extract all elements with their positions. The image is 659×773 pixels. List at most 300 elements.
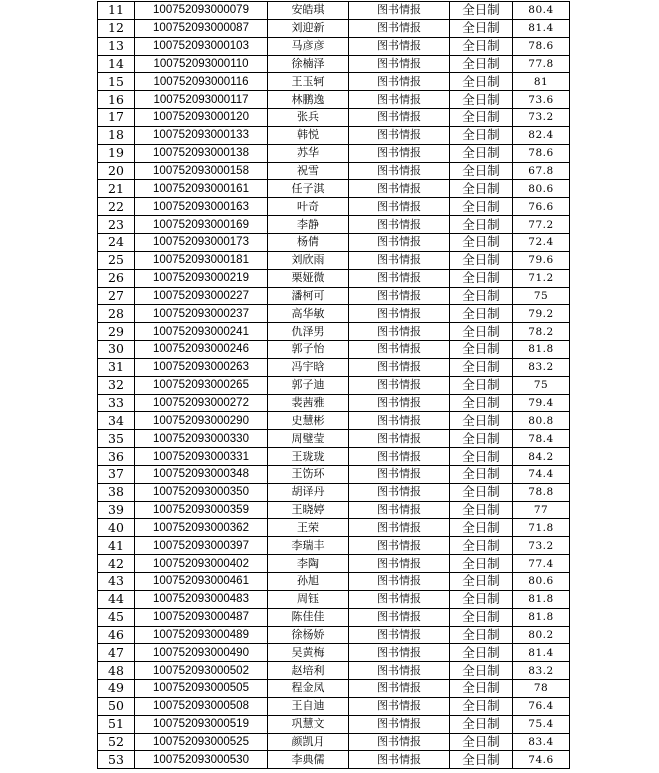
candidate-id-cell: 100752093000490 xyxy=(135,644,268,662)
candidate-name-cell: 徐楠泽 xyxy=(268,55,349,73)
study-mode-cell: 全日制 xyxy=(450,216,513,234)
row-number-cell: 37 xyxy=(98,465,135,483)
candidate-name-cell: 王玉轲 xyxy=(268,73,349,91)
study-mode-cell: 全日制 xyxy=(450,91,513,109)
score-cell: 76.4 xyxy=(513,697,570,715)
candidate-name-cell: 祝雪 xyxy=(268,162,349,180)
major-cell: 图书情报 xyxy=(349,555,450,573)
candidate-id-cell: 100752093000350 xyxy=(135,483,268,501)
major-cell: 图书情报 xyxy=(349,751,450,769)
major-cell: 图书情报 xyxy=(349,216,450,234)
row-number-cell: 42 xyxy=(98,555,135,573)
study-mode-cell: 全日制 xyxy=(450,251,513,269)
row-number-cell: 16 xyxy=(98,91,135,109)
table-row xyxy=(98,537,570,555)
major-cell: 图书情报 xyxy=(349,73,450,91)
row-number-cell: 20 xyxy=(98,162,135,180)
score-cell: 80.6 xyxy=(513,573,570,591)
candidate-id-cell: 100752093000331 xyxy=(135,448,268,466)
study-mode-cell: 全日制 xyxy=(450,573,513,591)
row-number-cell: 38 xyxy=(98,483,135,501)
study-mode-cell: 全日制 xyxy=(450,608,513,626)
score-cell: 84.2 xyxy=(513,448,570,466)
candidate-id-cell: 100752093000161 xyxy=(135,180,268,198)
score-cell: 78.2 xyxy=(513,323,570,341)
row-number-cell: 46 xyxy=(98,626,135,644)
score-cell: 74.6 xyxy=(513,751,570,769)
candidate-name-cell: 冯宇晗 xyxy=(268,358,349,376)
major-cell: 图书情报 xyxy=(349,733,450,751)
row-number-cell: 23 xyxy=(98,216,135,234)
candidate-id-cell: 100752093000530 xyxy=(135,751,268,769)
major-cell: 图书情报 xyxy=(349,180,450,198)
candidate-id-cell: 100752093000483 xyxy=(135,590,268,608)
row-number-cell: 33 xyxy=(98,394,135,412)
study-mode-cell: 全日制 xyxy=(450,305,513,323)
candidate-name-cell: 张兵 xyxy=(268,109,349,127)
score-cell: 77.2 xyxy=(513,216,570,234)
study-mode-cell: 全日制 xyxy=(450,233,513,251)
score-cell: 71.8 xyxy=(513,519,570,537)
row-number-cell: 51 xyxy=(98,715,135,733)
study-mode-cell: 全日制 xyxy=(450,126,513,144)
major-cell: 图书情报 xyxy=(349,519,450,537)
candidate-id-cell: 100752093000087 xyxy=(135,19,268,37)
score-cell: 82.4 xyxy=(513,126,570,144)
major-cell: 图书情报 xyxy=(349,198,450,216)
candidate-name-cell: 王荣 xyxy=(268,519,349,537)
candidate-id-cell: 100752093000219 xyxy=(135,269,268,287)
candidate-id-cell: 100752093000525 xyxy=(135,733,268,751)
candidate-name-cell: 颜凯月 xyxy=(268,733,349,751)
score-table-body xyxy=(98,2,570,769)
candidate-id-cell: 100752093000397 xyxy=(135,537,268,555)
candidate-name-cell: 陈佳佳 xyxy=(268,608,349,626)
major-cell: 图书情报 xyxy=(349,269,450,287)
row-number-cell: 22 xyxy=(98,198,135,216)
candidate-name-cell: 刘欣雨 xyxy=(268,251,349,269)
major-cell: 图书情报 xyxy=(349,501,450,519)
study-mode-cell: 全日制 xyxy=(450,465,513,483)
candidate-id-cell: 100752093000246 xyxy=(135,341,268,359)
row-number-cell: 11 xyxy=(98,2,135,20)
table-row xyxy=(98,394,570,412)
major-cell: 图书情报 xyxy=(349,483,450,501)
row-number-cell: 50 xyxy=(98,697,135,715)
score-cell: 78.6 xyxy=(513,37,570,55)
candidate-name-cell: 赵培利 xyxy=(268,662,349,680)
major-cell: 图书情报 xyxy=(349,162,450,180)
row-number-cell: 19 xyxy=(98,144,135,162)
row-number-cell: 32 xyxy=(98,376,135,394)
candidate-name-cell: 程金凤 xyxy=(268,680,349,698)
score-cell: 73.2 xyxy=(513,537,570,555)
candidate-name-cell: 苏华 xyxy=(268,144,349,162)
row-number-cell: 48 xyxy=(98,662,135,680)
score-cell: 78.4 xyxy=(513,430,570,448)
candidate-name-cell: 栗娅微 xyxy=(268,269,349,287)
score-cell: 77 xyxy=(513,501,570,519)
major-cell: 图书情报 xyxy=(349,537,450,555)
study-mode-cell: 全日制 xyxy=(450,358,513,376)
row-number-cell: 39 xyxy=(98,501,135,519)
candidate-name-cell: 胡译丹 xyxy=(268,483,349,501)
row-number-cell: 28 xyxy=(98,305,135,323)
major-cell: 图书情报 xyxy=(349,251,450,269)
score-cell: 76.6 xyxy=(513,198,570,216)
major-cell: 图书情报 xyxy=(349,2,450,20)
study-mode-cell: 全日制 xyxy=(450,2,513,20)
candidate-id-cell: 100752093000362 xyxy=(135,519,268,537)
candidate-id-cell: 100752093000079 xyxy=(135,2,268,20)
row-number-cell: 21 xyxy=(98,180,135,198)
candidate-id-cell: 100752093000519 xyxy=(135,715,268,733)
study-mode-cell: 全日制 xyxy=(450,715,513,733)
study-mode-cell: 全日制 xyxy=(450,519,513,537)
score-cell: 78.6 xyxy=(513,144,570,162)
row-number-cell: 29 xyxy=(98,323,135,341)
table-row xyxy=(98,251,570,269)
major-cell: 图书情报 xyxy=(349,644,450,662)
score-cell: 77.4 xyxy=(513,555,570,573)
row-number-cell: 40 xyxy=(98,519,135,537)
candidate-name-cell: 裴茜雅 xyxy=(268,394,349,412)
score-cell: 71.2 xyxy=(513,269,570,287)
major-cell: 图书情报 xyxy=(349,590,450,608)
score-cell: 75 xyxy=(513,376,570,394)
score-cell: 73.2 xyxy=(513,109,570,127)
score-cell: 75.4 xyxy=(513,715,570,733)
candidate-id-cell: 100752093000290 xyxy=(135,412,268,430)
table-row xyxy=(98,2,570,20)
row-number-cell: 49 xyxy=(98,680,135,698)
candidate-name-cell: 王自迪 xyxy=(268,697,349,715)
major-cell: 图书情报 xyxy=(349,573,450,591)
candidate-name-cell: 郭子怡 xyxy=(268,341,349,359)
row-number-cell: 35 xyxy=(98,430,135,448)
major-cell: 图书情报 xyxy=(349,680,450,698)
table-row xyxy=(98,751,570,769)
study-mode-cell: 全日制 xyxy=(450,644,513,662)
table-row xyxy=(98,555,570,573)
major-cell: 图书情报 xyxy=(349,662,450,680)
row-number-cell: 34 xyxy=(98,412,135,430)
score-cell: 75 xyxy=(513,287,570,305)
candidate-name-cell: 任子淇 xyxy=(268,180,349,198)
candidate-id-cell: 100752093000163 xyxy=(135,198,268,216)
study-mode-cell: 全日制 xyxy=(450,109,513,127)
candidate-name-cell: 仇泽男 xyxy=(268,323,349,341)
major-cell: 图书情报 xyxy=(349,126,450,144)
candidate-id-cell: 100752093000265 xyxy=(135,376,268,394)
candidate-name-cell: 李瑞丰 xyxy=(268,537,349,555)
candidate-id-cell: 100752093000169 xyxy=(135,216,268,234)
candidate-name-cell: 安皓琪 xyxy=(268,2,349,20)
row-number-cell: 30 xyxy=(98,341,135,359)
table-row xyxy=(98,608,570,626)
score-cell: 80.2 xyxy=(513,626,570,644)
study-mode-cell: 全日制 xyxy=(450,180,513,198)
table-row xyxy=(98,430,570,448)
score-cell: 81.8 xyxy=(513,590,570,608)
table-row xyxy=(98,55,570,73)
candidate-name-cell: 叶奇 xyxy=(268,198,349,216)
table-row xyxy=(98,590,570,608)
row-number-cell: 44 xyxy=(98,590,135,608)
table-row xyxy=(98,662,570,680)
candidate-name-cell: 刘迎新 xyxy=(268,19,349,37)
candidate-id-cell: 100752093000348 xyxy=(135,465,268,483)
candidate-id-cell: 100752093000402 xyxy=(135,555,268,573)
study-mode-cell: 全日制 xyxy=(450,590,513,608)
table-row xyxy=(98,37,570,55)
score-cell: 67.8 xyxy=(513,162,570,180)
row-number-cell: 47 xyxy=(98,644,135,662)
row-number-cell: 13 xyxy=(98,37,135,55)
study-mode-cell: 全日制 xyxy=(450,198,513,216)
row-number-cell: 52 xyxy=(98,733,135,751)
score-cell: 81.4 xyxy=(513,19,570,37)
row-number-cell: 36 xyxy=(98,448,135,466)
candidate-id-cell: 100752093000359 xyxy=(135,501,268,519)
candidate-name-cell: 韩悦 xyxy=(268,126,349,144)
table-row xyxy=(98,109,570,127)
table-row xyxy=(98,697,570,715)
candidate-name-cell: 李陶 xyxy=(268,555,349,573)
candidate-id-cell: 100752093000272 xyxy=(135,394,268,412)
score-cell: 73.6 xyxy=(513,91,570,109)
candidate-name-cell: 潘柯可 xyxy=(268,287,349,305)
candidate-name-cell: 李静 xyxy=(268,216,349,234)
score-cell: 78.8 xyxy=(513,483,570,501)
candidate-id-cell: 100752093000120 xyxy=(135,109,268,127)
candidate-name-cell: 孙旭 xyxy=(268,573,349,591)
candidate-id-cell: 100752093000508 xyxy=(135,697,268,715)
table-row xyxy=(98,198,570,216)
study-mode-cell: 全日制 xyxy=(450,341,513,359)
study-mode-cell: 全日制 xyxy=(450,555,513,573)
row-number-cell: 14 xyxy=(98,55,135,73)
candidate-name-cell: 周璧莹 xyxy=(268,430,349,448)
study-mode-cell: 全日制 xyxy=(450,501,513,519)
candidate-id-cell: 100752093000138 xyxy=(135,144,268,162)
row-number-cell: 53 xyxy=(98,751,135,769)
major-cell: 图书情报 xyxy=(349,430,450,448)
table-row xyxy=(98,448,570,466)
candidate-id-cell: 100752093000227 xyxy=(135,287,268,305)
major-cell: 图书情报 xyxy=(349,465,450,483)
study-mode-cell: 全日制 xyxy=(450,19,513,37)
study-mode-cell: 全日制 xyxy=(450,697,513,715)
row-number-cell: 27 xyxy=(98,287,135,305)
candidate-id-cell: 100752093000330 xyxy=(135,430,268,448)
candidate-name-cell: 史慧彬 xyxy=(268,412,349,430)
admission-score-table xyxy=(97,1,570,769)
candidate-id-cell: 100752093000502 xyxy=(135,662,268,680)
table-row xyxy=(98,358,570,376)
table-row xyxy=(98,73,570,91)
table-row xyxy=(98,341,570,359)
candidate-name-cell: 高华敏 xyxy=(268,305,349,323)
candidate-id-cell: 100752093000241 xyxy=(135,323,268,341)
study-mode-cell: 全日制 xyxy=(450,394,513,412)
candidate-name-cell: 周钰 xyxy=(268,590,349,608)
major-cell: 图书情报 xyxy=(349,323,450,341)
table-row xyxy=(98,126,570,144)
candidate-id-cell: 100752093000487 xyxy=(135,608,268,626)
table-row xyxy=(98,644,570,662)
table-row xyxy=(98,715,570,733)
score-cell: 79.2 xyxy=(513,305,570,323)
row-number-cell: 31 xyxy=(98,358,135,376)
study-mode-cell: 全日制 xyxy=(450,733,513,751)
score-cell: 83.2 xyxy=(513,662,570,680)
table-row xyxy=(98,573,570,591)
major-cell: 图书情报 xyxy=(349,37,450,55)
study-mode-cell: 全日制 xyxy=(450,287,513,305)
row-number-cell: 45 xyxy=(98,608,135,626)
major-cell: 图书情报 xyxy=(349,376,450,394)
table-row xyxy=(98,19,570,37)
table-row xyxy=(98,216,570,234)
score-cell: 80.8 xyxy=(513,412,570,430)
table-row xyxy=(98,483,570,501)
row-number-cell: 15 xyxy=(98,73,135,91)
study-mode-cell: 全日制 xyxy=(450,323,513,341)
score-cell: 83.4 xyxy=(513,733,570,751)
candidate-id-cell: 100752093000133 xyxy=(135,126,268,144)
major-cell: 图书情报 xyxy=(349,626,450,644)
major-cell: 图书情报 xyxy=(349,144,450,162)
table-row xyxy=(98,162,570,180)
candidate-name-cell: 王珑珑 xyxy=(268,448,349,466)
study-mode-cell: 全日制 xyxy=(450,269,513,287)
candidate-name-cell: 巩慧文 xyxy=(268,715,349,733)
score-cell: 74.4 xyxy=(513,465,570,483)
candidate-name-cell: 王饬环 xyxy=(268,465,349,483)
score-cell: 80.6 xyxy=(513,180,570,198)
candidate-name-cell: 王晓婷 xyxy=(268,501,349,519)
major-cell: 图书情报 xyxy=(349,341,450,359)
table-row xyxy=(98,501,570,519)
row-number-cell: 26 xyxy=(98,269,135,287)
study-mode-cell: 全日制 xyxy=(450,430,513,448)
major-cell: 图书情报 xyxy=(349,91,450,109)
study-mode-cell: 全日制 xyxy=(450,448,513,466)
row-number-cell: 24 xyxy=(98,233,135,251)
candidate-id-cell: 100752093000117 xyxy=(135,91,268,109)
major-cell: 图书情报 xyxy=(349,715,450,733)
table-row xyxy=(98,180,570,198)
table-row xyxy=(98,144,570,162)
table-row xyxy=(98,233,570,251)
table-row xyxy=(98,305,570,323)
major-cell: 图书情报 xyxy=(349,55,450,73)
study-mode-cell: 全日制 xyxy=(450,483,513,501)
table-row xyxy=(98,465,570,483)
candidate-name-cell: 杨倩 xyxy=(268,233,349,251)
study-mode-cell: 全日制 xyxy=(450,412,513,430)
candidate-id-cell: 100752093000173 xyxy=(135,233,268,251)
major-cell: 图书情报 xyxy=(349,109,450,127)
candidate-name-cell: 郭子迪 xyxy=(268,376,349,394)
row-number-cell: 25 xyxy=(98,251,135,269)
study-mode-cell: 全日制 xyxy=(450,662,513,680)
table-row xyxy=(98,626,570,644)
score-cell: 79.4 xyxy=(513,394,570,412)
candidate-id-cell: 100752093000505 xyxy=(135,680,268,698)
row-number-cell: 12 xyxy=(98,19,135,37)
table-row xyxy=(98,269,570,287)
row-number-cell: 41 xyxy=(98,537,135,555)
study-mode-cell: 全日制 xyxy=(450,73,513,91)
major-cell: 图书情报 xyxy=(349,608,450,626)
study-mode-cell: 全日制 xyxy=(450,55,513,73)
study-mode-cell: 全日制 xyxy=(450,626,513,644)
candidate-id-cell: 100752093000158 xyxy=(135,162,268,180)
row-number-cell: 18 xyxy=(98,126,135,144)
study-mode-cell: 全日制 xyxy=(450,680,513,698)
candidate-id-cell: 100752093000237 xyxy=(135,305,268,323)
major-cell: 图书情报 xyxy=(349,394,450,412)
table-row xyxy=(98,323,570,341)
table-row xyxy=(98,519,570,537)
candidate-id-cell: 100752093000489 xyxy=(135,626,268,644)
candidate-name-cell: 徐杨娇 xyxy=(268,626,349,644)
table-row xyxy=(98,376,570,394)
score-cell: 81.8 xyxy=(513,608,570,626)
score-cell: 77.8 xyxy=(513,55,570,73)
candidate-id-cell: 100752093000103 xyxy=(135,37,268,55)
score-cell: 81.8 xyxy=(513,341,570,359)
major-cell: 图书情报 xyxy=(349,697,450,715)
score-cell: 80.4 xyxy=(513,2,570,20)
major-cell: 图书情报 xyxy=(349,19,450,37)
score-cell: 72.4 xyxy=(513,233,570,251)
candidate-name-cell: 李典儒 xyxy=(268,751,349,769)
table-row xyxy=(98,412,570,430)
score-cell: 79.6 xyxy=(513,251,570,269)
major-cell: 图书情报 xyxy=(349,358,450,376)
study-mode-cell: 全日制 xyxy=(450,162,513,180)
major-cell: 图书情报 xyxy=(349,305,450,323)
score-cell: 81 xyxy=(513,73,570,91)
candidate-name-cell: 吴黄梅 xyxy=(268,644,349,662)
row-number-cell: 43 xyxy=(98,573,135,591)
candidate-id-cell: 100752093000110 xyxy=(135,55,268,73)
score-cell: 83.2 xyxy=(513,358,570,376)
table-row xyxy=(98,91,570,109)
study-mode-cell: 全日制 xyxy=(450,751,513,769)
table-row xyxy=(98,733,570,751)
score-cell: 78 xyxy=(513,680,570,698)
study-mode-cell: 全日制 xyxy=(450,37,513,55)
table-row xyxy=(98,680,570,698)
candidate-id-cell: 100752093000461 xyxy=(135,573,268,591)
table-row xyxy=(98,287,570,305)
study-mode-cell: 全日制 xyxy=(450,376,513,394)
major-cell: 图书情报 xyxy=(349,448,450,466)
major-cell: 图书情报 xyxy=(349,233,450,251)
candidate-id-cell: 100752093000116 xyxy=(135,73,268,91)
candidate-name-cell: 马彦彦 xyxy=(268,37,349,55)
candidate-id-cell: 100752093000181 xyxy=(135,251,268,269)
row-number-cell: 17 xyxy=(98,109,135,127)
study-mode-cell: 全日制 xyxy=(450,144,513,162)
candidate-id-cell: 100752093000263 xyxy=(135,358,268,376)
major-cell: 图书情报 xyxy=(349,412,450,430)
major-cell: 图书情报 xyxy=(349,287,450,305)
